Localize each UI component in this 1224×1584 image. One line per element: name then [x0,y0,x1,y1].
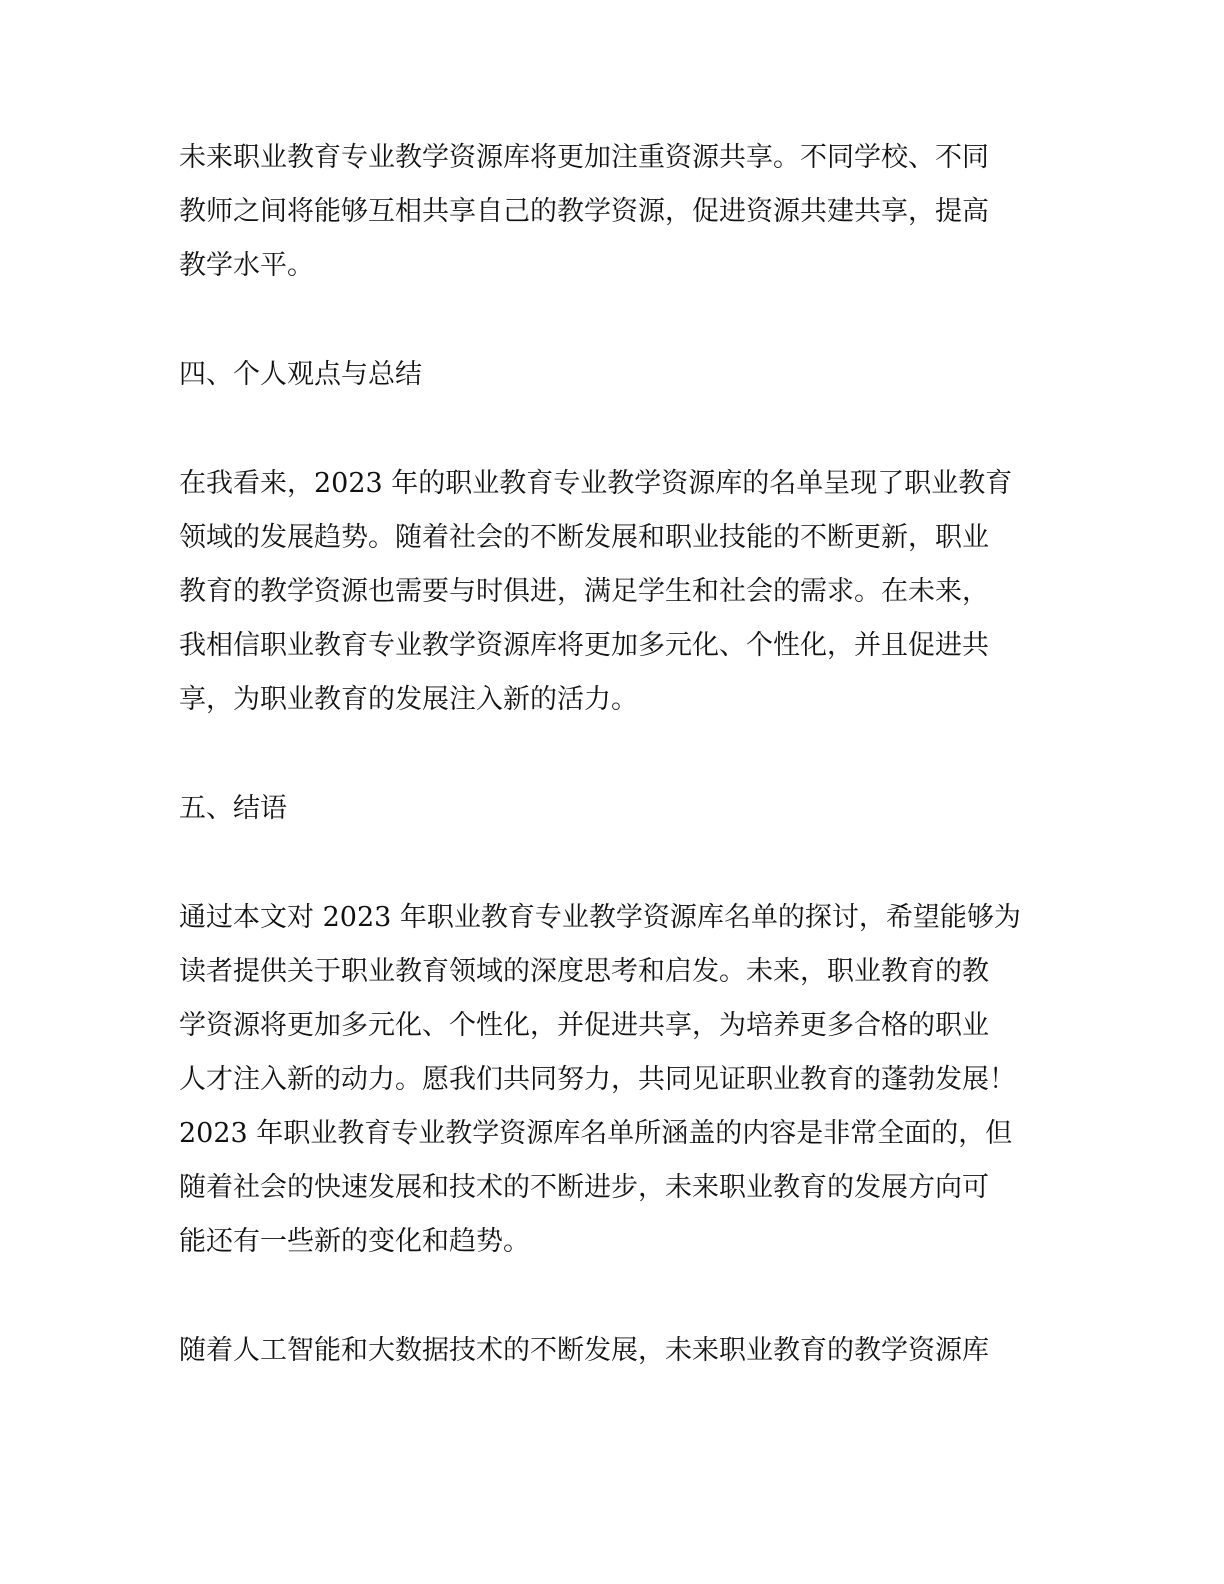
paragraph-spacer [179,405,1059,460]
text-line: 领域的发展趋势。随着社会的不断发展和职业技能的不断更新，职业 [179,522,989,553]
text-line: 2023 年职业教育专业教学资源库名单所涵盖的内容是非常全面的，但 [179,1118,1013,1149]
paragraph-spacer [179,296,1059,351]
text-line: 教学水平。 [179,250,314,281]
text-line: 读者提供关于职业教育领域的深度思考和启发。未来，职业教育的教 [179,956,989,987]
text-line: 享，为职业教育的发展注入新的活力。 [179,684,638,715]
text-line: 教师之间将能够互相共享自己的教学资源，促进资源共建共享，提高 [179,196,989,227]
text-line: 能还有一些新的变化和趋势。 [179,1226,530,1257]
paragraph-conclusion [179,894,1059,1272]
text-line: 随着人工智能和大数据技术的不断发展，未来职业教育的教学资源库 [179,1335,989,1366]
paragraph-personal-view [179,460,1059,730]
section-heading-5: 五、结语 [179,793,287,824]
paragraph-spacer [179,839,1059,894]
text-line: 教育的教学资源也需要与时俱进，满足学生和社会的需求。在未来， [179,576,989,607]
text-line: 人才注入新的动力。愿我们共同努力，共同见证职业教育的蓬勃发展！ [179,1064,1016,1095]
paragraph-ai-bigdata [179,1327,1059,1381]
text-line: 在我看来，2023 年的职业教育专业教学资源库的名单呈现了职业教育 [179,468,1013,499]
paragraph-resource-sharing [179,134,1059,296]
document-body [179,134,1059,1381]
text-line: 未来职业教育专业教学资源库将更加注重资源共享。不同学校、不同 [179,142,989,173]
text-line: 随着社会的快速发展和技术的不断进步，未来职业教育的发展方向可 [179,1172,989,1203]
text-line: 通过本文对 2023 年职业教育专业教学资源库名单的探讨，希望能够为 [179,902,1021,933]
paragraph-spacer [179,730,1059,785]
text-line: 我相信职业教育专业教学资源库将更加多元化、个性化，并且促进共 [179,630,989,661]
section-heading-4: 四、个人观点与总结 [179,359,422,390]
paragraph-spacer [179,1272,1059,1327]
text-line: 学资源将更加多元化、个性化，并促进共享，为培养更多合格的职业 [179,1010,989,1041]
